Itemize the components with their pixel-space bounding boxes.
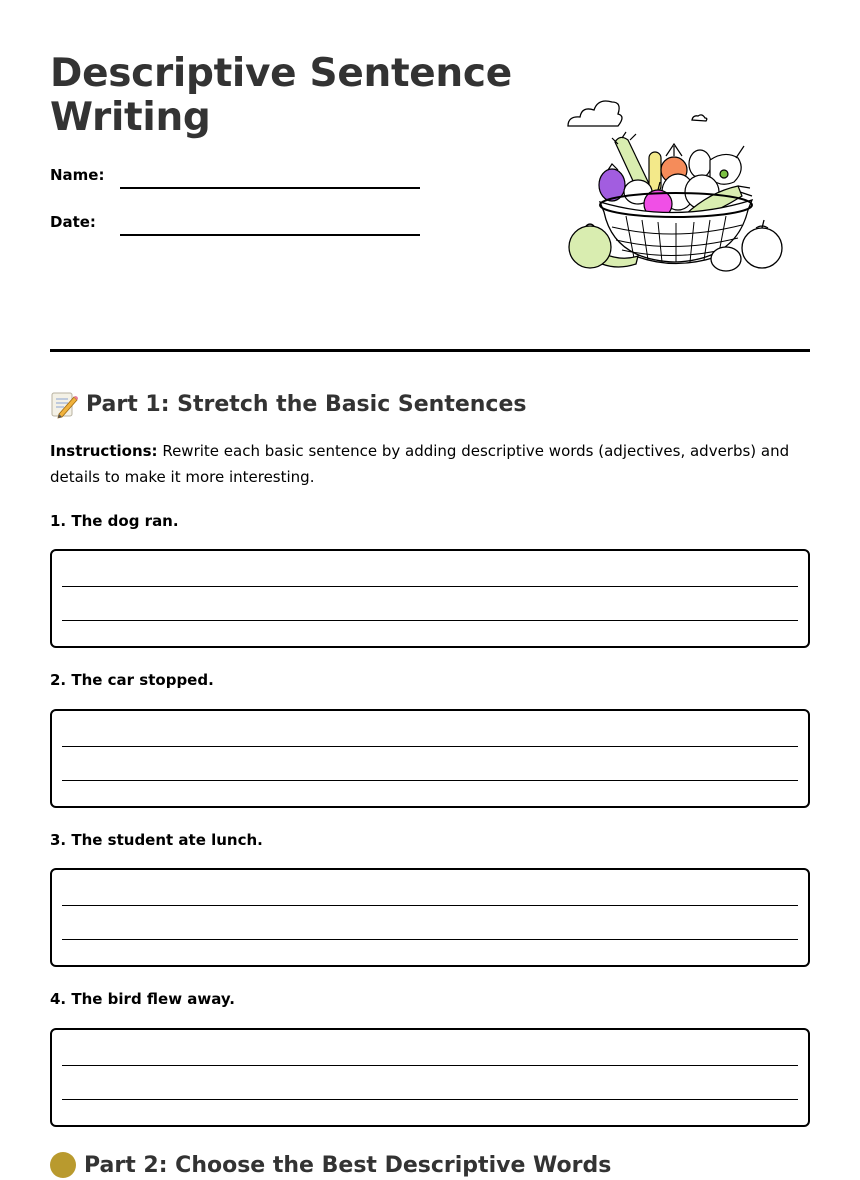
part1-heading [50,388,526,420]
question-1-label: 1. The dog ran. [50,512,179,530]
answer-box-2[interactable] [50,709,810,808]
answer-box-4[interactable] [50,1028,810,1127]
part2-heading [50,1150,611,1180]
vegetable-basket-illustration [560,92,790,277]
writing-line [62,905,798,906]
writing-line [62,620,798,621]
name-field[interactable] [120,187,420,189]
worksheet-title: Descriptive Sentence Writing [50,51,512,140]
answer-box-3[interactable] [50,868,810,967]
writing-line [62,1065,798,1066]
question-3-label: 3. The student ate lunch. [50,831,263,849]
palette-icon [50,1152,76,1178]
part1-heading-text: Part 1: Stretch the Basic Sentences [86,391,527,417]
writing-line [62,586,798,587]
date-label: Date: [50,213,96,231]
writing-line [62,939,798,940]
section-divider [50,349,810,352]
answer-box-1[interactable] [50,549,810,648]
pencil-memo-icon [50,390,78,418]
question-4-label: 4. The bird flew away. [50,990,236,1008]
writing-line [62,746,798,747]
instructions [50,438,820,490]
writing-line [62,1099,798,1100]
question-2-label: 2. The car stopped. [50,671,214,689]
part2-heading-text: Part 2: Choose the Best Descriptive Words [84,1152,612,1178]
name-label: Name: [50,166,105,184]
writing-line [62,780,798,781]
instructions-text: Rewrite each basic sentence by adding descriptive words (adjectives, adverbs) and details to make it more interesting. [50,442,790,486]
instructions-label: Instructions: [50,442,158,460]
date-field[interactable] [120,234,420,236]
